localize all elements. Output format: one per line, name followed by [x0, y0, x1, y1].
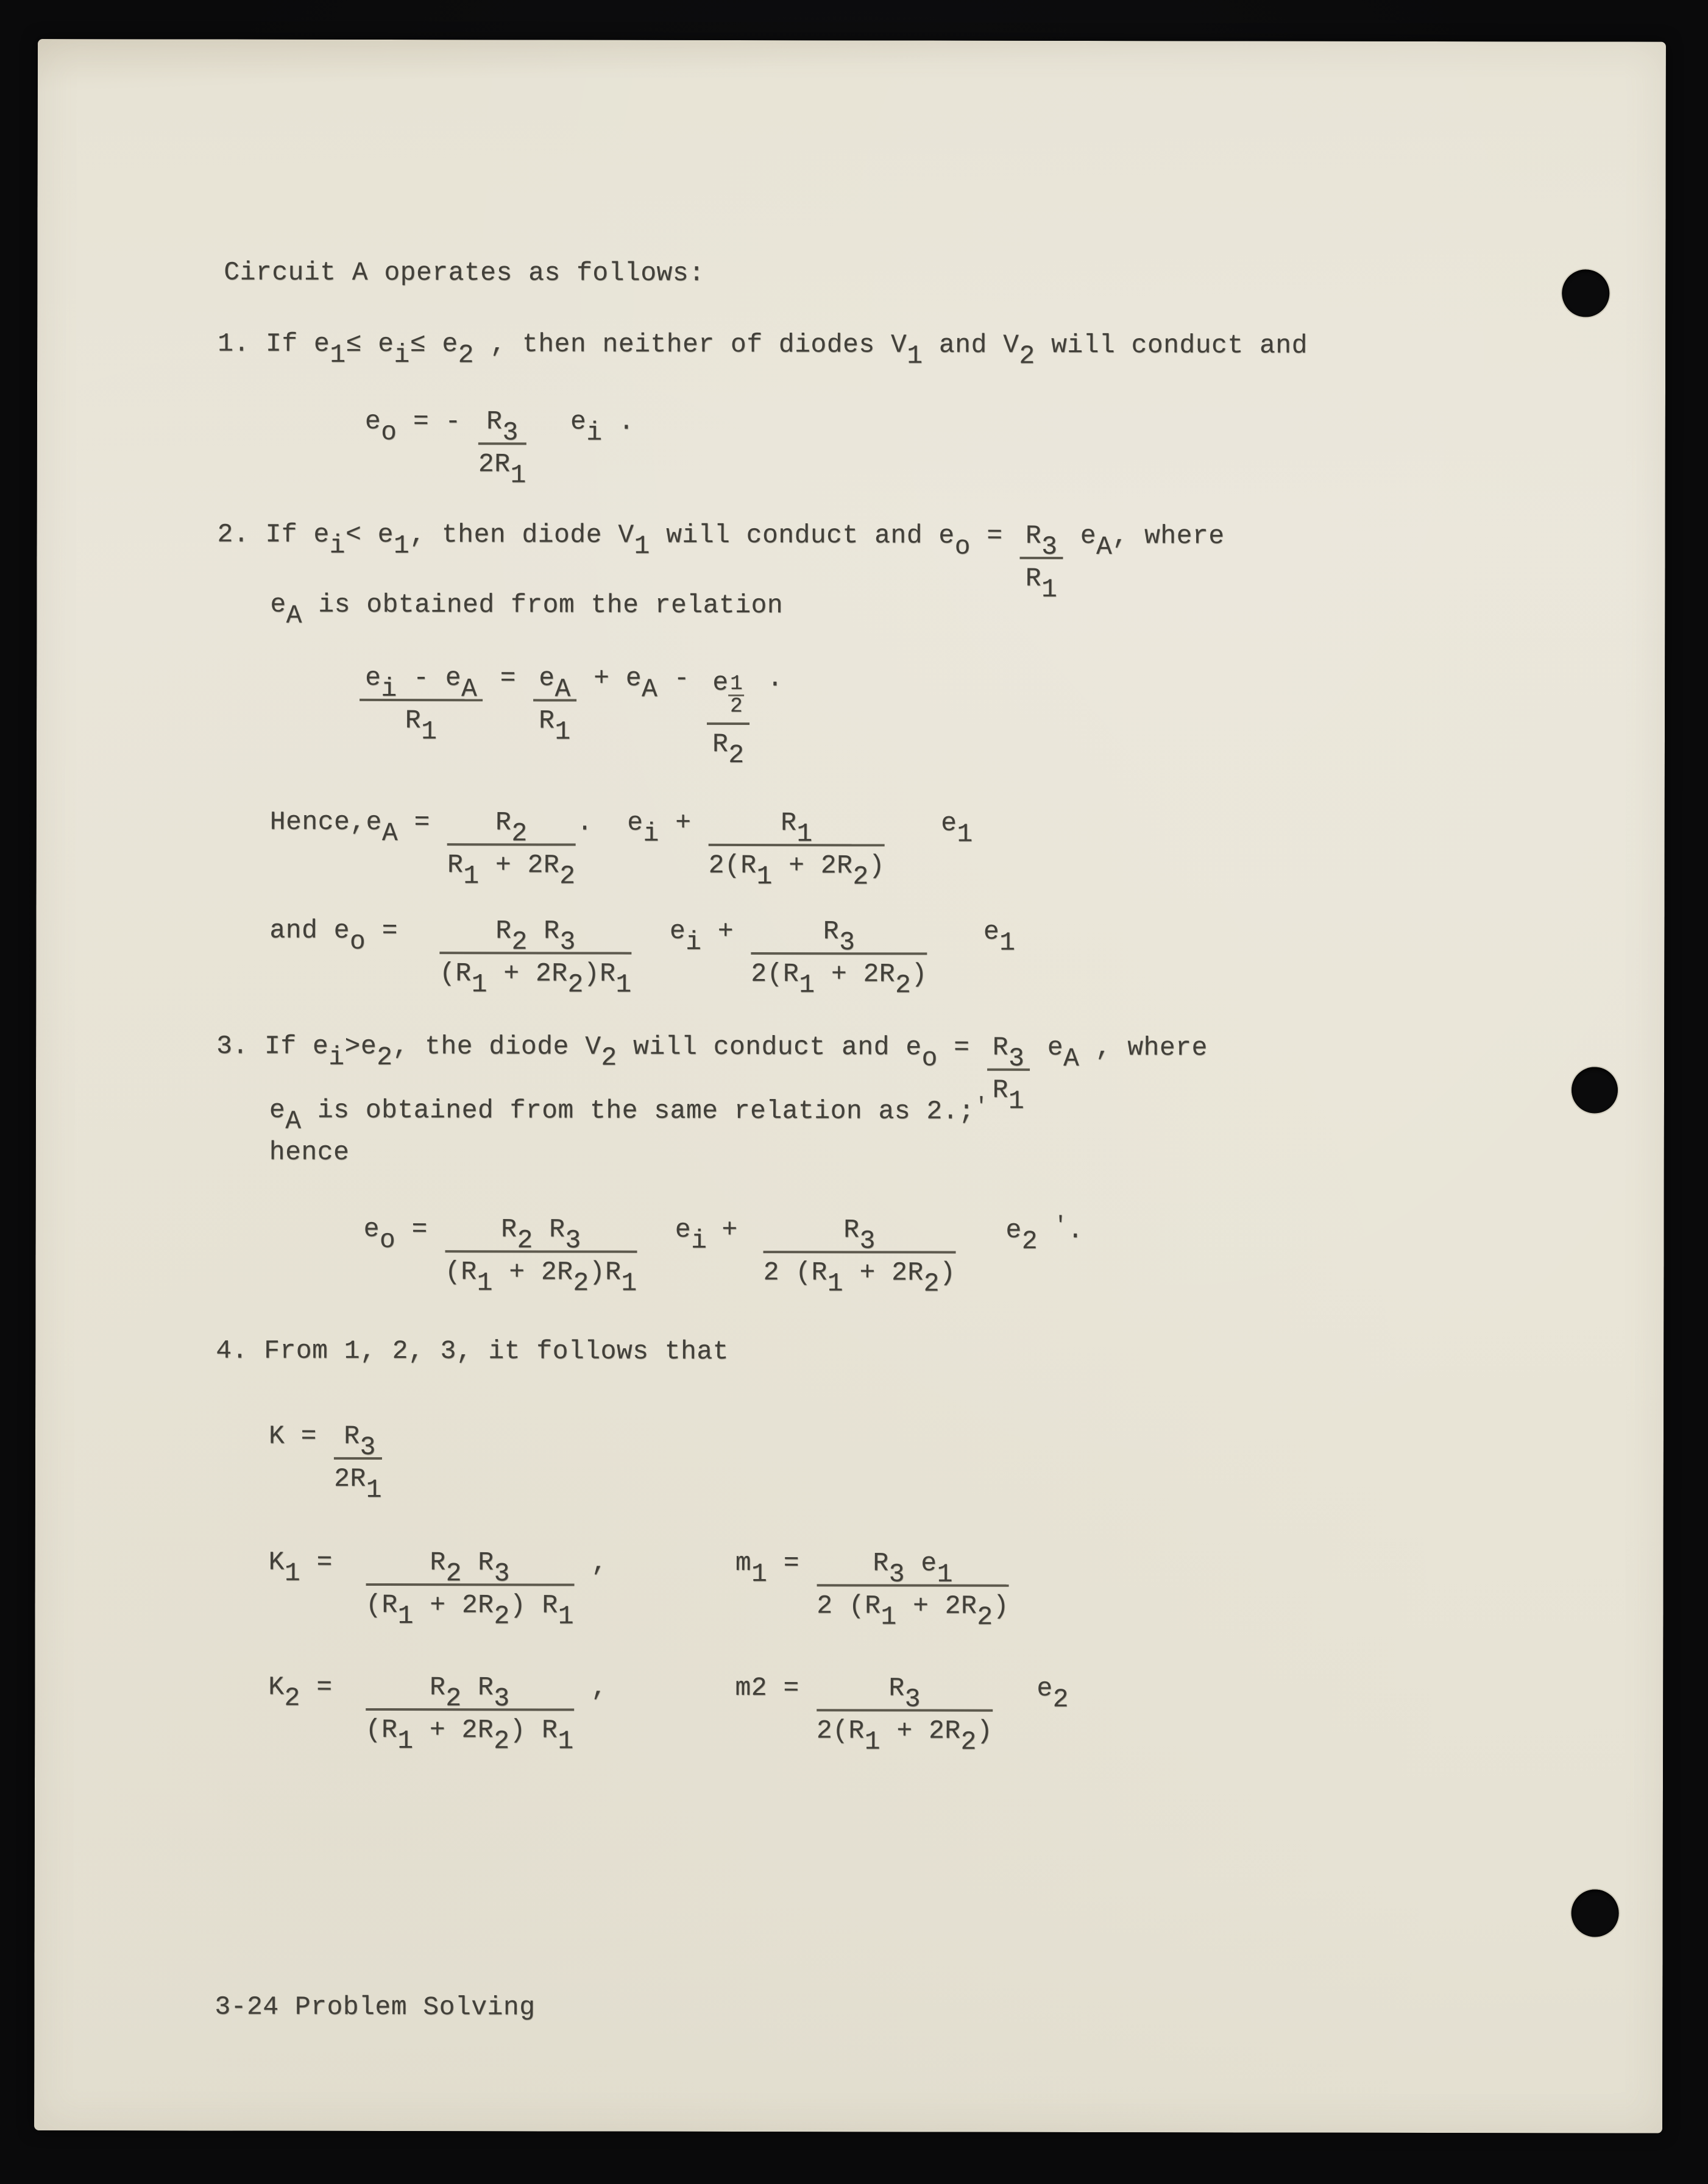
subscript: A [1096, 532, 1113, 562]
text-run: )R [583, 958, 616, 989]
subscript: 1 [330, 339, 346, 370]
subscript: 1 [510, 460, 526, 490]
subscript: 2 [1052, 1684, 1069, 1715]
denominator [816, 1711, 993, 1757]
text-run: R [539, 705, 555, 736]
fraction [708, 808, 885, 892]
subscript: A [555, 674, 571, 704]
subscript: 1 [615, 969, 632, 1000]
denominator [365, 1711, 574, 1756]
equation-1 [364, 406, 635, 490]
subscript: 1 [796, 819, 813, 849]
text-run: + 2R [413, 1715, 494, 1745]
text-run: R [344, 1421, 360, 1451]
subscript: o [379, 1225, 396, 1256]
subscript: 1 [421, 716, 438, 747]
subscript: 1 [558, 1601, 575, 1631]
denominator [708, 846, 885, 892]
fraction [447, 807, 576, 891]
text-run: + 2R [413, 1590, 494, 1620]
relation-intro [270, 589, 784, 631]
numerator [751, 916, 927, 958]
numerator [817, 1673, 993, 1712]
text-run: ≤ e [409, 329, 458, 359]
text-run: = [300, 1672, 349, 1702]
text-run: R [1025, 563, 1042, 593]
subscript: 2 [511, 927, 528, 957]
subscript: 2 [852, 861, 869, 892]
fraction [444, 1214, 637, 1298]
text-run: R [461, 1672, 494, 1703]
subscript: 3 [904, 1684, 921, 1714]
text-run: will conduct and [1035, 330, 1308, 361]
text-run: R [405, 705, 422, 736]
subscript: 1 [558, 1726, 574, 1756]
text-run: and e [269, 915, 350, 945]
relation-equation [358, 662, 784, 771]
denominator [334, 1460, 383, 1505]
item-2 [217, 519, 1225, 604]
raised-mark: ' [1054, 1212, 1068, 1238]
subscript: 1 [999, 927, 1016, 958]
numerator [987, 1033, 1030, 1071]
subscript: 2 [559, 861, 576, 891]
numerator [445, 1214, 637, 1256]
numerator [709, 808, 885, 847]
equation-3 [363, 1212, 1084, 1299]
subscript: i [643, 818, 659, 849]
text-run: e [570, 406, 587, 437]
numerator [764, 1215, 956, 1254]
numerator [817, 1548, 1009, 1587]
hence-equation [269, 807, 973, 892]
text-run: ≤ e [345, 328, 394, 359]
subscript: o [349, 926, 366, 956]
text-run: K [268, 1672, 285, 1702]
text-run: R [712, 729, 729, 759]
numerator [439, 916, 632, 955]
text-run: ) R [509, 1590, 558, 1620]
text-run: (R [439, 958, 472, 989]
subscript: 2 [573, 1268, 589, 1298]
subscript: 2 [445, 1558, 462, 1589]
subscript: 1 [1041, 574, 1058, 604]
subscript: 1 [621, 1268, 637, 1298]
text-run: - [657, 663, 706, 693]
text-run: , [575, 1547, 608, 1578]
text-run: R [495, 807, 512, 838]
subscript: 2 [494, 1601, 510, 1631]
text-run: m2 = [735, 1673, 816, 1703]
fraction [751, 916, 927, 1000]
text-run: ) [993, 1591, 1009, 1621]
text-run: R [430, 1672, 446, 1703]
text-run: + 2R [487, 958, 568, 989]
fraction [987, 1032, 1030, 1116]
subscript: A [286, 600, 303, 631]
subscript: 3 [494, 1683, 510, 1714]
subscript: 1 [907, 341, 923, 371]
subscript: 1 [957, 819, 973, 849]
text-run: R [501, 1214, 517, 1245]
text-run: R [823, 916, 840, 947]
text-run: R [447, 850, 464, 880]
hence-word [269, 1137, 350, 1168]
subscript: 2 [728, 740, 745, 771]
fraction [439, 916, 632, 1000]
subscript: 3 [559, 927, 576, 957]
stacked-half-subscript: 1 2 [729, 663, 745, 690]
subscript: 3 [1008, 1043, 1025, 1073]
subscript: i [381, 674, 397, 704]
subscript: A [461, 674, 478, 704]
same-relation-line [269, 1094, 988, 1136]
text-run: < e [345, 519, 394, 550]
subscript: A [1063, 1043, 1080, 1074]
text-run: , where [1079, 1032, 1208, 1063]
text-run: 2 (R [763, 1257, 827, 1288]
k2-m2-equations [268, 1672, 1069, 1757]
punch-hole [1572, 1067, 1618, 1113]
item-4 [216, 1336, 729, 1367]
text-run: e [269, 1095, 286, 1125]
subscript: 3 [565, 1225, 581, 1256]
text-run: R [992, 1075, 1009, 1105]
text-run: 2(R [708, 850, 757, 881]
text-run: + 2R [881, 1716, 961, 1746]
text-run: and V [923, 330, 1019, 360]
subscript: 1 [397, 1601, 414, 1631]
subscript: 2 [511, 818, 528, 849]
subscript: 2 [895, 970, 912, 1000]
text-run: . [576, 807, 609, 838]
text-run: e [270, 589, 286, 620]
text-run: R [533, 1214, 565, 1245]
text-run: R [873, 1548, 889, 1578]
text-run: . [1067, 1215, 1084, 1245]
text-run: e [539, 663, 555, 693]
text-run: ) [976, 1716, 993, 1746]
text-run: 2 (R [817, 1591, 881, 1621]
text-run: + [721, 1214, 738, 1245]
text-run: e [1064, 520, 1097, 551]
fraction [366, 1547, 575, 1631]
text-run: = - [397, 406, 478, 437]
text-run: e [363, 1214, 380, 1244]
text-run: R [888, 1673, 905, 1703]
numerator [366, 1547, 574, 1589]
fraction [334, 1421, 383, 1505]
denominator [751, 955, 927, 1000]
numerator [1020, 520, 1063, 562]
subscript: o [381, 417, 397, 448]
denominator [817, 1586, 1009, 1632]
text-run: e [1031, 1032, 1064, 1062]
text-run: Hence,e [269, 807, 382, 837]
text-run: + [659, 807, 707, 838]
subscript: i [686, 927, 702, 957]
text-run: >e [344, 1031, 377, 1061]
text-run: = [395, 1214, 444, 1245]
k1-m1-equations [268, 1547, 1010, 1632]
numerator [447, 807, 576, 849]
subscript: i [329, 530, 346, 560]
subscript: 2 [1019, 341, 1035, 371]
item-1 [218, 328, 1308, 371]
text-run: e [1036, 1673, 1053, 1703]
text-run: will conduct and e [650, 520, 955, 551]
fraction [360, 662, 483, 747]
subscript: o [921, 1043, 938, 1073]
text-run: . [751, 663, 784, 694]
text-run: R [430, 1547, 446, 1578]
fraction [533, 663, 576, 747]
text-run: R [461, 1547, 494, 1578]
text-run: is obtained from the relation [302, 589, 784, 621]
numerator [360, 662, 483, 704]
denominator [447, 846, 576, 891]
text-run: = [398, 807, 447, 838]
text-run: ) [939, 1257, 956, 1288]
text-run: + 2R [815, 959, 896, 989]
subscript: A [381, 818, 399, 849]
text-run: R [495, 916, 512, 946]
subscript: 1 [634, 531, 650, 561]
text-run: . [602, 406, 635, 437]
denominator [366, 1586, 575, 1631]
text-run: R [527, 916, 560, 946]
text-run: 3. If e [216, 1031, 329, 1061]
subscript: 1 [555, 716, 571, 747]
subscript: A [285, 1106, 302, 1136]
text-run: K [268, 1547, 285, 1577]
raised-mark: ' [974, 1094, 988, 1119]
subscript: 3 [859, 1226, 876, 1256]
subscript: 2 [960, 1726, 977, 1757]
text-run: , the diode V [392, 1031, 601, 1062]
subscript: 1 [937, 1559, 953, 1589]
subscript: 1 [477, 1268, 493, 1298]
fraction [365, 1672, 574, 1756]
text-run: e [941, 808, 957, 838]
document-page [34, 39, 1666, 2133]
subscript: o [954, 531, 971, 562]
subscript: 3 [502, 417, 519, 448]
text-run: = [300, 1547, 349, 1577]
subscript: 1 [284, 1558, 301, 1588]
text-run: 2R [478, 449, 511, 479]
subscript: 1 [366, 1474, 383, 1505]
fraction [1020, 520, 1063, 604]
subscript: 1 [827, 1268, 844, 1299]
text-run: ) R [509, 1715, 558, 1745]
subscript: 1 [751, 1559, 768, 1589]
subscript: 3 [1041, 531, 1058, 562]
text-run: + 2R [479, 850, 560, 880]
text-run: = [484, 663, 533, 693]
text-run: 2. If e [217, 519, 330, 550]
denominator [439, 954, 632, 1000]
fraction [763, 1215, 956, 1299]
fraction [816, 1673, 993, 1757]
text-run: e [364, 406, 381, 436]
subscript: 1 [397, 1726, 414, 1756]
subscript: 2 [445, 1683, 462, 1714]
denominator [1020, 559, 1063, 604]
text-run: ) [868, 850, 885, 881]
text-run: e [669, 916, 686, 946]
text-run: = [937, 1032, 986, 1062]
text-run: will conduct and e [617, 1031, 922, 1062]
text-run: m [735, 1548, 752, 1578]
subscript: 1 [864, 1726, 881, 1757]
text-run: e [712, 667, 729, 698]
text-run: e [1005, 1215, 1022, 1245]
text-run: + e [577, 663, 642, 693]
subscript: 1 [756, 861, 773, 892]
subscript: 1 [463, 861, 480, 891]
subscript: i [586, 417, 603, 448]
text-run: 2R [334, 1463, 366, 1494]
text-run: Circuit A operates as follows: [224, 257, 705, 288]
denominator [360, 701, 483, 747]
text-run: , where [1112, 521, 1225, 551]
subscript: 1 [881, 1602, 897, 1632]
text-run: hence [269, 1137, 350, 1167]
numerator [707, 663, 749, 725]
subscript: 3 [839, 927, 856, 958]
text-run: R [781, 808, 797, 838]
text-run: (R [444, 1257, 477, 1287]
subscript: 2 [284, 1683, 300, 1713]
text-run: e [983, 916, 1000, 947]
numerator [366, 1672, 574, 1714]
text-run: 4. From 1, 2, 3, it follows that [216, 1335, 729, 1366]
text-run: R [486, 406, 503, 437]
denominator [763, 1253, 956, 1299]
text-run: , [575, 1672, 608, 1703]
text-run: (R [366, 1589, 398, 1620]
text-run: + 2R [772, 850, 853, 881]
text-run: + 2R [492, 1257, 573, 1287]
text-run: , then diode V [409, 520, 634, 550]
subscript: i [691, 1225, 707, 1256]
subscript: 2 [377, 1042, 393, 1073]
denominator [444, 1253, 637, 1298]
subscript: 2 [923, 1268, 940, 1299]
text-run: (R [365, 1714, 398, 1745]
text-run: K = [268, 1421, 333, 1451]
subscript: 2 [1021, 1226, 1038, 1256]
subscript: 2 [567, 969, 584, 1000]
numerator [334, 1421, 382, 1463]
subscript: 3 [888, 1559, 905, 1589]
subscript: A [642, 674, 658, 704]
text-run: 1. If e [218, 328, 330, 359]
subscript: 2 [977, 1602, 993, 1632]
text-run: 2(R [751, 959, 799, 989]
subscript: 2 [458, 340, 475, 370]
subscript: i [394, 340, 410, 370]
text-run: = [970, 520, 1019, 551]
title-line [224, 258, 704, 289]
text-run: = [366, 915, 414, 946]
subscript: 1 [393, 531, 410, 561]
subscript: 3 [494, 1558, 510, 1589]
text-run: is obtained from the same relation as 2.; [301, 1095, 975, 1126]
subscript: 2 [601, 1042, 617, 1073]
subscript: 1 [471, 969, 488, 1000]
text-run: - e [397, 663, 462, 693]
page-footer: 3-24 Problem Solving [214, 1991, 536, 2023]
subscript: 1 [799, 970, 815, 1000]
text-run: )R [589, 1257, 622, 1287]
subscript: 2 [494, 1726, 510, 1756]
text-run: e [904, 1548, 937, 1578]
text-run: e [675, 1214, 692, 1245]
text-run: = [767, 1548, 816, 1578]
subscript: 2 [517, 1225, 533, 1256]
text-run: e [627, 807, 643, 838]
denominator [987, 1071, 1030, 1116]
text-run: 2(R [816, 1716, 865, 1746]
text-run: + 2R [843, 1257, 924, 1288]
text-run: , then neither of diodes V [474, 329, 907, 360]
text-run [1038, 1215, 1054, 1245]
k-equation [268, 1421, 383, 1505]
denominator [478, 445, 526, 490]
fraction [707, 663, 750, 771]
text-run: R [843, 1215, 860, 1245]
fraction [478, 406, 526, 490]
numerator [478, 406, 526, 448]
punch-holes [38, 39, 1666, 42]
subscript: 3 [360, 1432, 376, 1463]
subscript: 1 [1008, 1086, 1025, 1116]
punch-hole [1562, 269, 1609, 317]
text-run: ) [911, 959, 927, 989]
and-equation [269, 915, 1016, 1000]
punch-hole [1572, 1889, 1619, 1937]
text-run: R [1025, 520, 1042, 551]
numerator [533, 663, 576, 704]
denominator [707, 725, 749, 771]
text-run: R [992, 1032, 1009, 1062]
page-content [38, 39, 1666, 1757]
fraction [817, 1548, 1009, 1632]
text-run: + [701, 916, 750, 947]
text-run: e [365, 662, 381, 693]
subscript: i [328, 1042, 345, 1072]
denominator [533, 701, 576, 747]
text-run: + 2R [896, 1591, 977, 1621]
